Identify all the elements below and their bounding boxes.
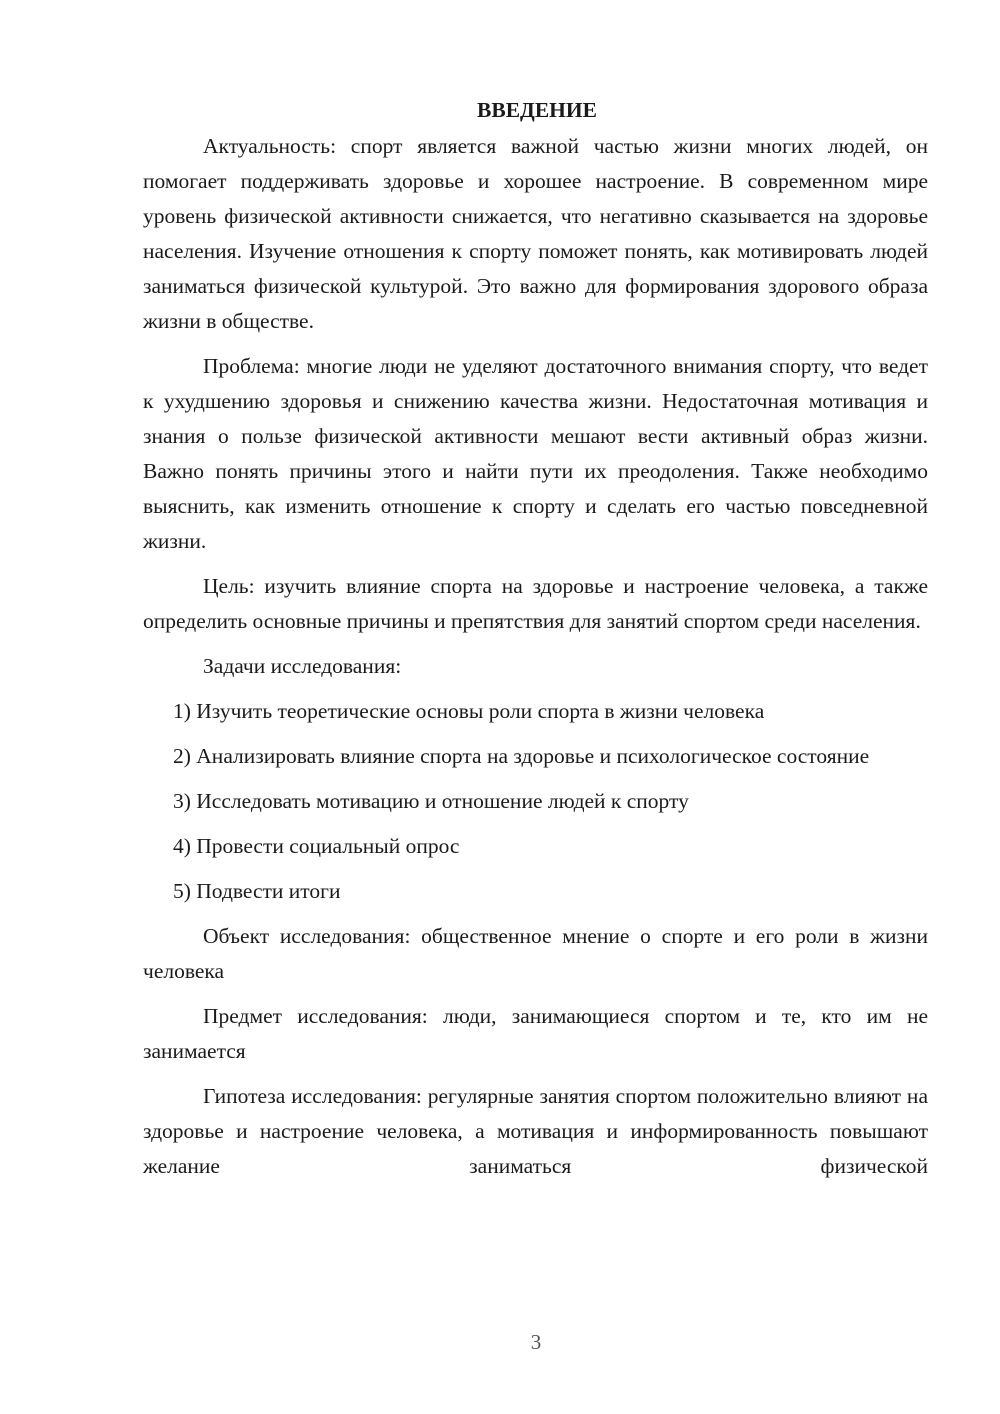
list-item: 1) Изучить теоретические основы роли спорта в жизни человека [173, 699, 765, 723]
paragraph-object: Объект исследования: общественное мнение о спорте и его роли в жизни человека [143, 924, 928, 983]
paragraph-problem: Проблема: многие люди не уделяют достаточного внимания спорту, что ведет к ухудшению здоровья и снижению качества жизни. Недостаточная мотивация и знания о пользе физической активности мешают вести активный образ жизни. Важно понять причины этого и найти пути их преодоления. Также необходимо выяснить, как изменить отношение к спорту и сделать его частью повседневной жизни. [143, 354, 928, 553]
paragraph-goal: Цель: изучить влияние спорта на здоровье и настроение человека, а также определить основные причины и препятствия для занятий спортом среди населения. [143, 574, 928, 633]
document-page [143, 93, 928, 1184]
page-number: 3 [530, 1330, 542, 1354]
list-item: 3) Исследовать мотивацию и отношение людей к спорту [173, 789, 689, 813]
list-item: 2) Анализировать влияние спорта на здоровье и психологическое состояние [173, 744, 870, 768]
section-title: ВВЕДЕНИЕ [477, 98, 597, 122]
list-item: 5) Подвести итоги [173, 879, 341, 903]
paragraph-subject: Предмет исследования: люди, занимающиеся спортом и те, кто им не занимается [143, 1004, 928, 1063]
tasks-heading: Задачи исследования: [203, 654, 402, 678]
list-item: 4) Провести социальный опрос [173, 834, 460, 858]
paragraph-relevance: Актуальность: спорт является важной частью жизни многих людей, он помогает поддерживать здоровье и хорошее настроение. В современном мире уровень физической активности снижается, что негативно сказывается на здоровье населения. Изучение отношения к спорту поможет понять, как мотивировать людей заниматься физической культурой. Это важно для формирования здорового образа жизни в обществе. [143, 134, 928, 333]
paragraph-hypothesis: Гипотеза исследования: регулярные занятия спортом положительно влияют на здоровье и настроение человека, а мотивация и информированность повышают желание заниматься физической [143, 1084, 928, 1178]
